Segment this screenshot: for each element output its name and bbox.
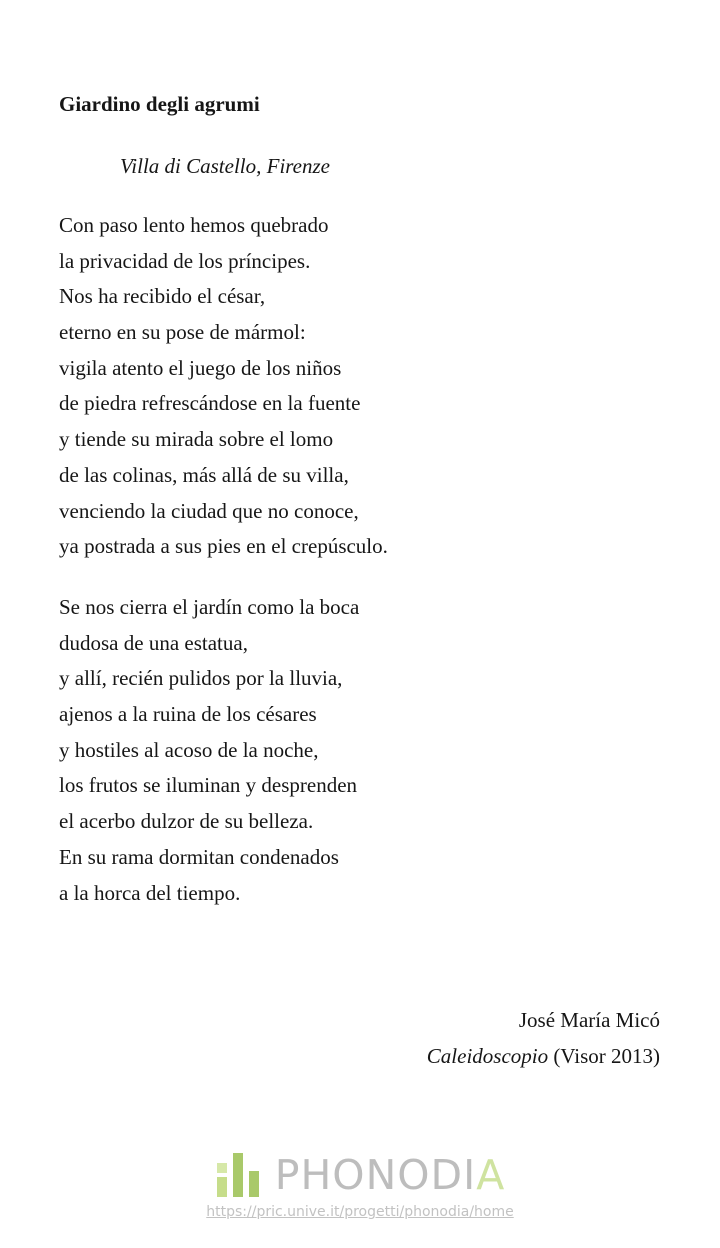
verse-line: los frutos se iluminan y desprenden (59, 773, 358, 798)
phonodia-logo (215, 1148, 506, 1202)
logo-wordmark (275, 1148, 506, 1202)
verse-line: venciendo la ciudad que no conoce, (59, 498, 359, 523)
bar-chart-icon (215, 1153, 261, 1197)
verse-line: ajenos a la ruina de los césares (59, 702, 317, 727)
logo-accent-letter: A (476, 1151, 506, 1199)
verse-line: Nos ha recibido el césar, (59, 284, 266, 309)
verse-line: Con paso lento hemos quebrado (59, 213, 329, 237)
logo-main-text: PHONODI (274, 1151, 477, 1199)
poem-title: Giardino degli agrumi (59, 92, 260, 116)
footer (0, 1148, 720, 1220)
verse-line: vigila atento el juego de los niños (59, 355, 342, 380)
attribution (427, 1002, 660, 1074)
poem-subtitle: Villa di Castello, Firenze (120, 154, 330, 178)
book-title: Caleidoscopio (426, 1044, 549, 1068)
verse-line: En su rama dormitan condenados (59, 844, 339, 869)
book-citation (427, 1038, 660, 1074)
stanza-1 (59, 208, 388, 565)
verse-line: la privacidad de los príncipes. (59, 248, 311, 273)
verse-line: de piedra refrescándose en la fuente (59, 391, 361, 416)
verse-line: Se nos cierra el jardín como la boca (59, 595, 360, 619)
publication-info: (Visor 2013) (553, 1044, 660, 1068)
stanza-2 (59, 590, 359, 911)
verse-line: eterno en su pose de mármol: (59, 320, 306, 345)
project-link[interactable]: https://pric.unive.it/progetti/phonodia/home (206, 1204, 514, 1220)
verse-line: ya postrada a sus pies en el crepúsculo. (59, 534, 388, 559)
verse-line: a la horca del tiempo. (59, 880, 241, 905)
verse-line: y hostiles al acoso de la noche, (59, 737, 319, 762)
author-name: José María Micó (518, 1008, 660, 1032)
verse-line: y tiende su mirada sobre el lomo (59, 427, 334, 452)
verse-line: de las colinas, más allá de su villa, (59, 462, 349, 487)
verse-line: dudosa de una estatua, (59, 630, 248, 655)
verse-line: el acerbo dulzor de su belleza. (59, 809, 314, 834)
verse-line: y allí, recién pulidos por la lluvia, (59, 666, 343, 691)
